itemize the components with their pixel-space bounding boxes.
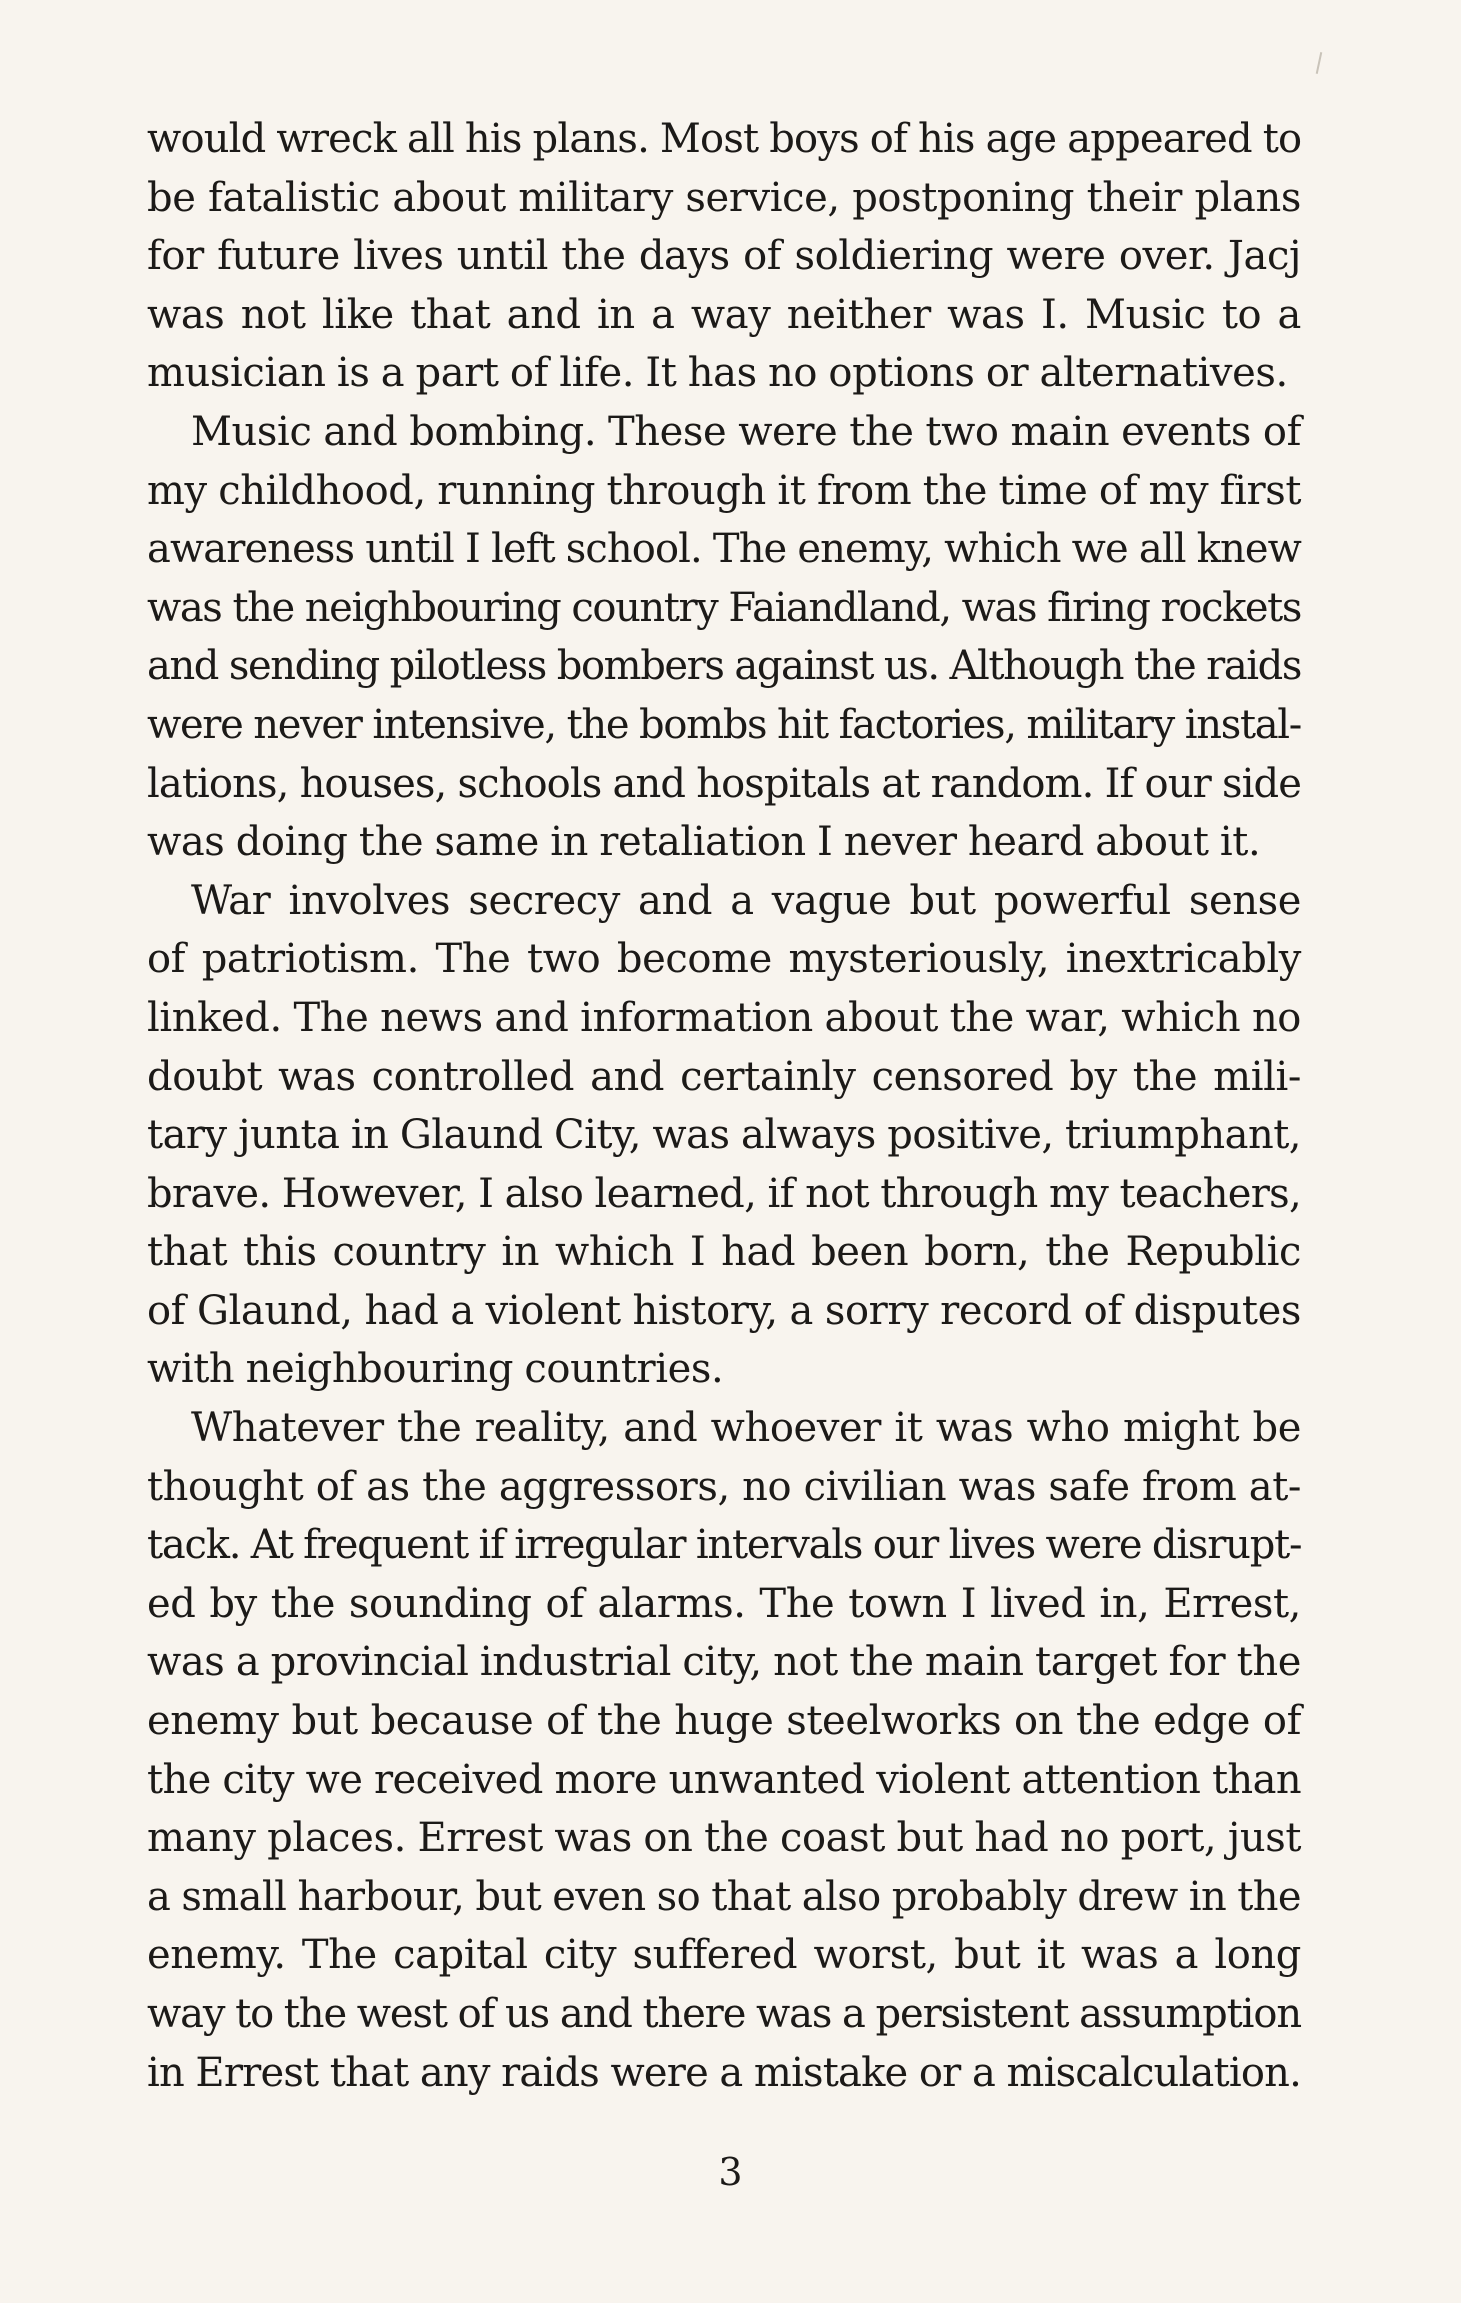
text-line: awareness until I left school. The enemy, which we all knew (147, 526, 1301, 573)
text-line: way to the west of us and there was a persistent assumption (147, 1991, 1301, 2037)
text-line: ed by the sounding of alarms. The town I lived in, Errest, (147, 1580, 1301, 1627)
text-line: brave. However, I also learned, if not through my teachers, (147, 1170, 1301, 1217)
text-line: enemy but because of the huge steelworks on the edge of (147, 1698, 1301, 1745)
text-line: in Errest that any raids were a mistake or a miscalculation. (147, 2049, 1301, 2096)
text-line: Music and bombing. These were the two main events of (191, 408, 1301, 455)
page-number: 3 (718, 2150, 743, 2194)
text-line: that this country in which I had been born, the Republic (147, 1229, 1301, 1276)
text-line: enemy. The capital city suffered worst, but it was a long (147, 1932, 1301, 1979)
text-line: linked. The news and information about the war, which no (147, 994, 1301, 1041)
text-line: was the neighbouring country Faiandland, was firing rockets (147, 584, 1301, 631)
text-line: and sending pilotless bombers against us. Although the raids (147, 643, 1301, 690)
text-line: tack. At frequent if irregular intervals our lives were disrupt- (147, 1522, 1302, 1569)
text-line: many places. Errest was on the coast but had no port, just (147, 1815, 1301, 1862)
text-line: be fatalistic about military service, postponing their plans (147, 174, 1301, 221)
text-line: Whatever the reality, and whoever it was who might be (191, 1405, 1301, 1452)
text-line: was a provincial industrial city, not the main target for the (147, 1639, 1301, 1686)
text-line: for future lives until the days of soldiering were over. Jacj (147, 233, 1301, 280)
text-line: was doing the same in retaliation I never heard about it. (147, 819, 1261, 866)
text-line: were never intensive, the bombs hit factories, military instal- (147, 701, 1301, 748)
text-line: was not like that and in a way neither was I. Music to a (147, 291, 1301, 338)
text-line: doubt was controlled and certainly censored by the mili- (147, 1053, 1301, 1100)
text-line: a small harbour, but even so that also probably drew in the (147, 1873, 1301, 1920)
text-line: tary junta in Glaund City, was always positive, triumphant, (147, 1112, 1301, 1159)
body-text (147, 110, 1301, 2102)
text-line: of patriotism. The two become mysteriously, inextricably (147, 936, 1301, 983)
text-line: lations, houses, schools and hospitals at random. If our side (147, 760, 1301, 807)
text-line: would wreck all his plans. Most boys of his age appeared to (147, 116, 1302, 162)
text-line: War involves secrecy and a vague but powerful sense (191, 877, 1301, 924)
text-line: of Glaund, had a violent history, a sorry record of disputes (147, 1287, 1301, 1334)
text-line: the city we received more unwanted violent attention than (147, 1756, 1301, 1803)
paper-speck (1316, 52, 1323, 74)
text-line: my childhood, running through it from the time of my first (147, 467, 1301, 514)
text-line: with neighbouring countries. (147, 1346, 724, 1393)
text-line: musician is a part of life. It has no options or alternatives. (147, 350, 1288, 397)
text-line: thought of as the aggressors, no civilian was safe from at- (147, 1463, 1301, 1510)
